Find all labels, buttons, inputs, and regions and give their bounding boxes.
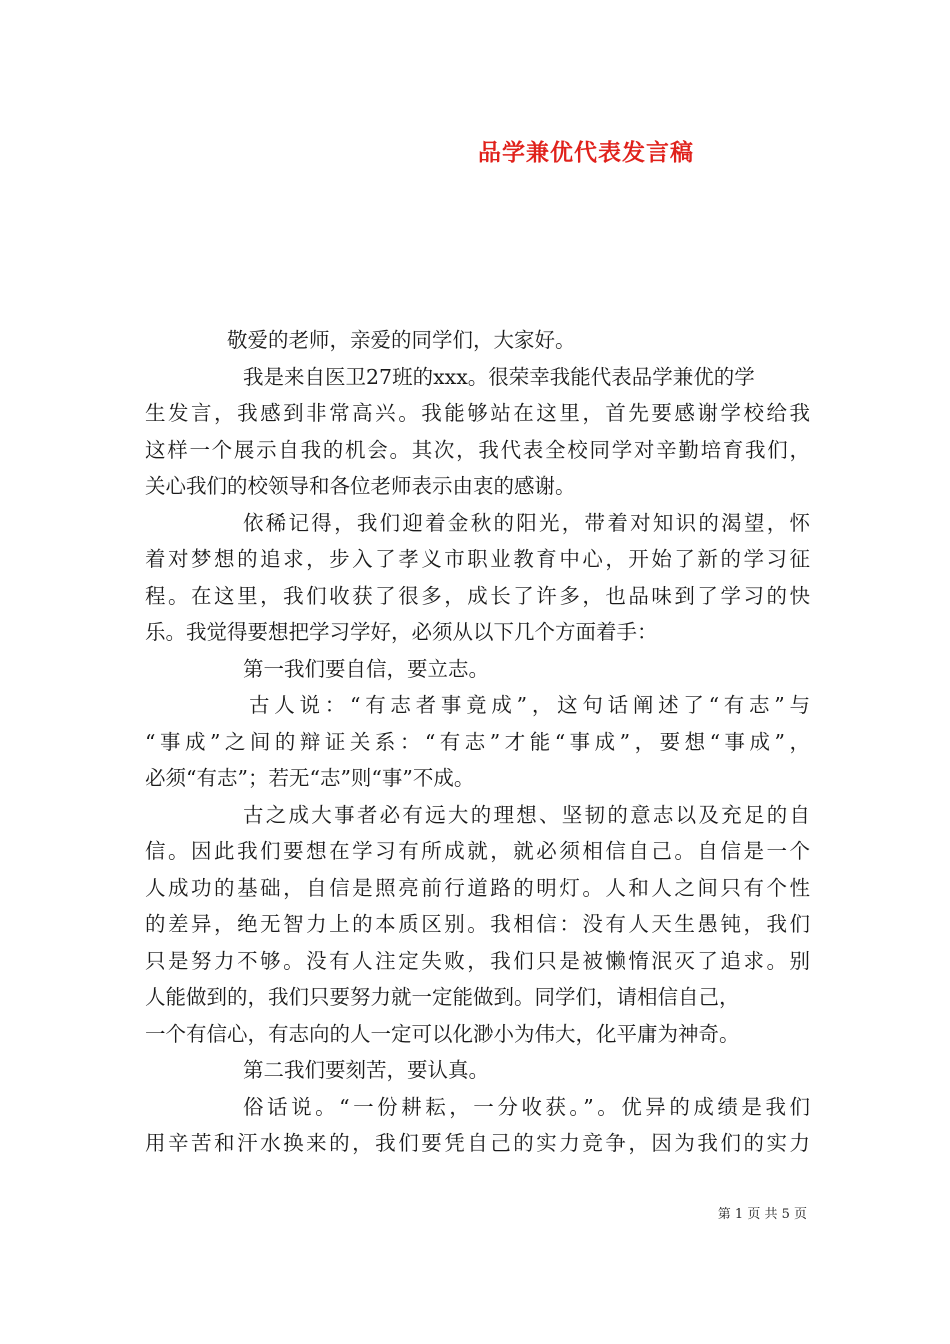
text-line: 一个有信心，有志向的人一定可以化渺小为伟大，化平庸为神奇。 — [145, 1021, 740, 1046]
text-line: 用辛苦和汗水换来的，我们要凭自己的实力竞争，因为我们的实力 — [145, 1131, 810, 1155]
text-line: 关心我们的校领导和各位老师表示由衷的感谢。 — [145, 474, 576, 498]
text-line: 俗话说。“一份耕耘，一分收获。”。优异的成绩是我们 — [243, 1094, 810, 1119]
text-line: 第二我们要刻苦，要认真。 — [243, 1058, 489, 1082]
text-line: 人能做到的，我们只要努力就一定能做到。同学们，请相信自己， — [145, 985, 740, 1009]
text-line: 的差异，绝无智力上的本质区别。我相信：没有人天生愚钝，我们 — [145, 912, 810, 936]
text-line: 着对梦想的追求，步入了孝义市职业教育中心，开始了新的学习征 — [145, 547, 810, 571]
page-footer: 第 1 页 共 5 页 — [717, 1207, 807, 1222]
text-line: 信。因此我们要想在学习有所成就，就必须相信自己。自信是一个 — [145, 839, 810, 863]
document-body — [145, 322, 810, 1162]
text-line: 敬爱的老师，亲爱的同学们，大家好。 — [227, 328, 576, 352]
text-line: 古之成大事者必有远大的理想、坚韧的意志以及充足的自 — [243, 802, 810, 827]
text-line: 乐。我觉得要想把学习学好，必须从以下几个方面着手： — [145, 620, 658, 644]
text-line: 只是努力不够。没有人注定失败，我们只是被懒惰泯灭了追求。别 — [145, 948, 810, 973]
text-line: 程。在这里，我们收获了很多，成长了许多，也品味到了学习的快 — [145, 583, 810, 608]
text-line: 人成功的基础，自信是照亮前行道路的明灯。人和人之间只有个性 — [145, 875, 810, 900]
document-title: 品学兼优代表发言稿 — [478, 139, 694, 166]
text-line: 生发言，我感到非常高兴。我能够站在这里，首先要感谢学校给我 — [145, 401, 810, 425]
text-line: 古人说：“有志者事竟成”，这句话阐述了“有志”与 — [249, 693, 810, 717]
text-line: “事成”之间的辩证关系：“有志”才能“事成”，要想“事成”， — [145, 729, 810, 754]
text-line: 这样一个展示自我的机会。其次，我代表全校同学对辛勤培育我们， — [145, 437, 810, 462]
text-line: 依稀记得，我们迎着金秋的阳光，带着对知识的渴望，怀 — [243, 510, 810, 535]
text-line: 第一我们要自信，要立志。 — [243, 656, 489, 681]
text-line: 必须“有志”；若无“志”则“事”不成。 — [145, 766, 475, 790]
text-line: 我是来自医卫27班的xxx。很荣幸我能代表品学兼优的学 — [243, 364, 755, 389]
